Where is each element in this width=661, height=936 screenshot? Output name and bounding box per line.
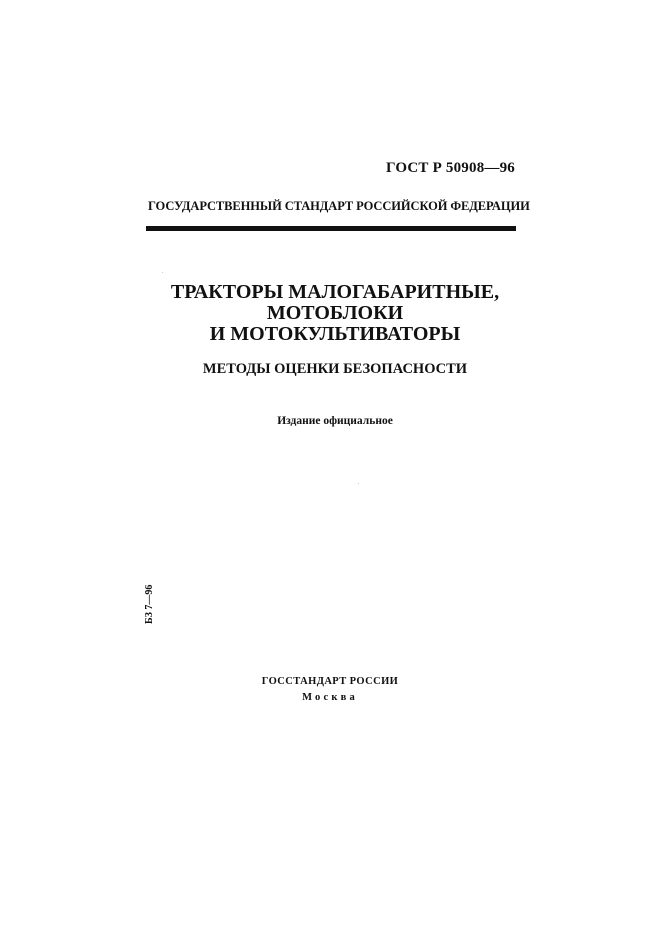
side-code: БЗ 7—96 <box>144 584 155 624</box>
header-rule <box>146 226 516 231</box>
scan-speck <box>162 272 163 273</box>
publisher-city: Москва <box>302 692 358 703</box>
title-line-3: И МОТОКУЛЬТИВАТОРЫ <box>209 323 461 345</box>
standard-number: ГОСТ Р 50908—96 <box>385 160 515 176</box>
scan-speck <box>358 483 359 484</box>
publisher: ГОССТАНДАРТ РОССИИ <box>261 676 399 687</box>
document-subtitle: МЕТОДЫ ОЦЕНКИ БЕЗОПАСНОСТИ <box>202 361 468 377</box>
title-line-1: ТРАКТОРЫ МАЛОГАБАРИТНЫЕ, <box>170 281 500 303</box>
title-line-2: МОТОБЛОКИ <box>266 302 404 324</box>
document-title <box>110 282 560 345</box>
standard-organization: ГОСУДАРСТВЕННЫЙ СТАНДАРТ РОССИЙСКОЙ ФЕДЕРАЦИИ <box>148 199 530 213</box>
edition-note: Издание официальное <box>277 415 393 427</box>
